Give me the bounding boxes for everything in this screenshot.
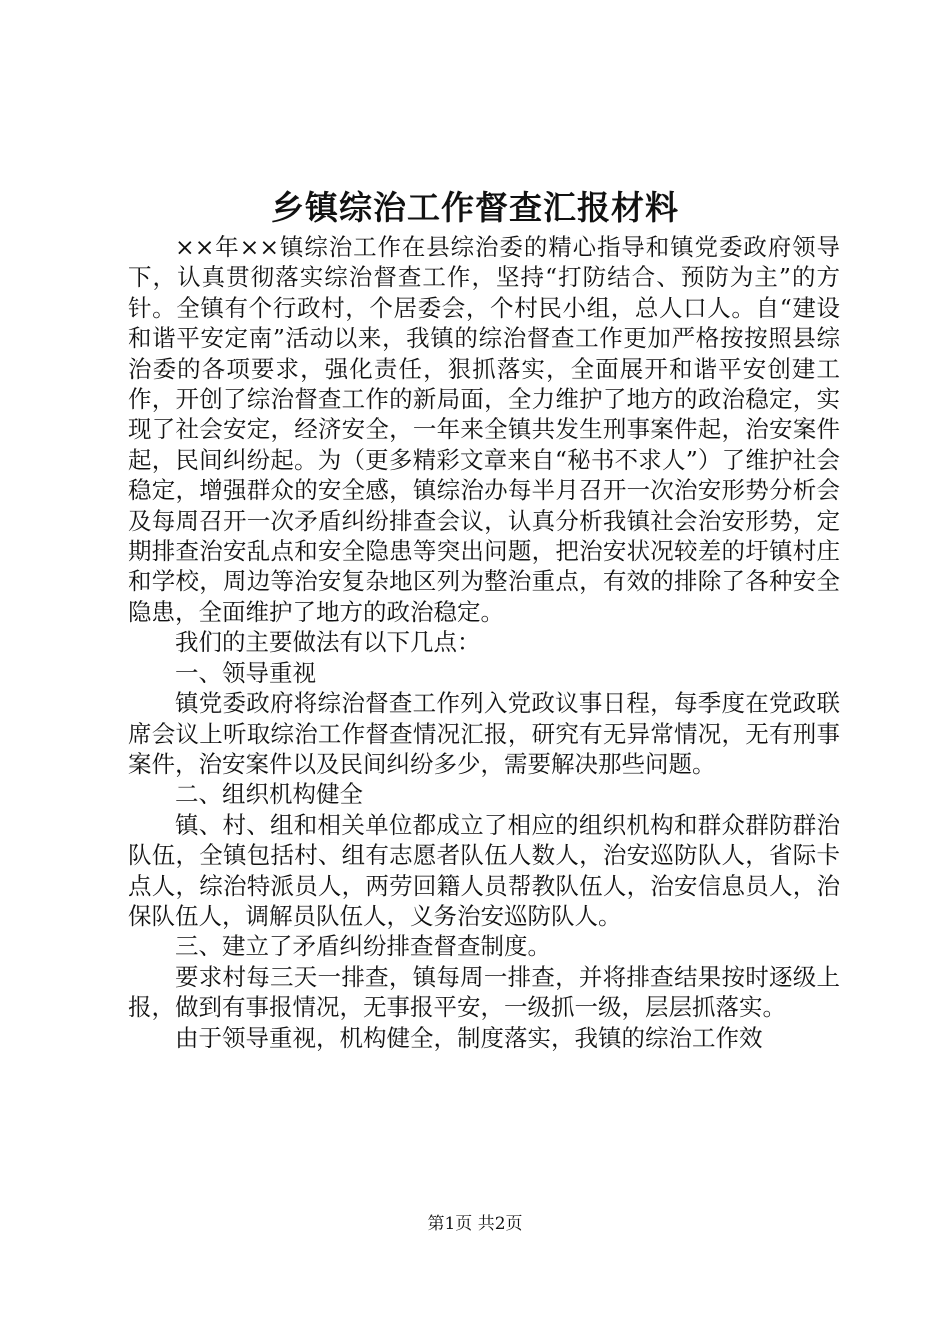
paragraph-intro: ××年××镇综治工作在县综治委的精心指导和镇党委政府领导下，认真贯彻落实综治督查工作，坚持“打防结合、预防为主”的方针。全镇有个行政村，个居委会，个村民小组，总人口人。自“建设和谐平安定南”活动以来，我镇的综治督查工作更加严格按按照县综治委的各项要求，强化责任，狠抓落实，全面展开和谐平安创建工作，开创了综治督查工作的新局面，全力维护了地方的政治稳定，实现了社会安定，经济安全，一年来全镇共发生刑事案件起，治安案件起，民间纠纷起。为（更多精彩文章来自“秘书不求人”）了维护社会稳定，增强群众的安全感，镇综治办每半月召开一次治安形势分析会及每周召开一次矛盾纠纷排查会议，认真分析我镇社会治安形势，定期排查治安乱点和安全隐患等突出问题，把治安状况较差的圩镇村庄和学校，周边等治安复杂地区列为整治重点，有效的排除了各种安全隐患，全面维护了地方的政治稳定。 [128,233,840,626]
paragraph-results: 由于领导重视，机构健全，制度落实，我镇的综治工作效 [175,1023,763,1052]
paragraph-organization: 镇、村、组和相关单位都成立了相应的组织机构和群众群防群治队伍，全镇包括村、组有志愿者队伍人数人，治安巡防队人，省际卡点人，综治特派员人，两劳回籍人员帮教队伍人，治安信息员人，治保队伍人，调解员队伍人，义务治安巡防队人。 [128,810,840,930]
document-title: 乡镇综治工作督查汇报材料 [271,188,679,227]
page-footer: 第1页 共2页 [427,1214,523,1234]
paragraph-system: 要求村每三天一排查，镇每周一排查，并将排查结果按时逐级上报，做到有事报情况，无事报平安，一级抓一级，层层抓落实。 [128,962,840,1022]
heading-system: 三、建立了矛盾纠纷排查督查制度。 [175,932,551,961]
document-body [128,232,840,1053]
heading-leadership: 一、领导重视 [175,658,316,687]
paragraph-leadership: 镇党委政府将综治督查工作列入党政议事日程，每季度在党政联席会议上听取综治工作督查情况汇报，研究有无异常情况，无有刑事案件，治安案件以及民间纠纷多少，需要解决那些问题。 [128,689,840,778]
heading-organization: 二、组织机构健全 [175,780,363,809]
paragraph-methods-intro: 我们的主要做法有以下几点： [175,628,481,657]
